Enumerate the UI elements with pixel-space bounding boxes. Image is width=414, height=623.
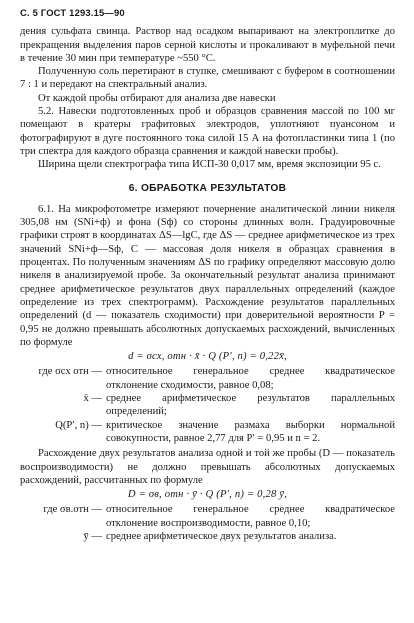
paragraph-slit-width: Ширина щели спектрографа типа ИСП-30 0,017 мм, время экспозиции 95 с.	[38, 159, 381, 171]
definitions-convergence	[20, 365, 395, 445]
definition-text: среднее арифметическое двух результатов анализа.	[106, 530, 337, 542]
definition-symbol: ȳ —	[83, 530, 102, 542]
paragraph-continuation: дения сульфата свинца. Раствор над осадком выпаривают на электроплитке до прекращения выделения паров серной кислоты и прокаливают в муфельной печи в течение 30 мин при температуре ~550 °С.	[20, 26, 395, 64]
definition-text: среднее арифметическое результатов параллельных определений;	[106, 393, 395, 418]
definition-item	[20, 503, 395, 530]
definition-text: относительное генеральное среднее квадратическое отклонение сходимости, равное 0,08;	[106, 366, 395, 391]
paragraph-salt: Полученную соль перетирают в ступке, смешивают с буфером в соотношении 7 : 1 и передают на спектральный анализ.	[20, 66, 395, 91]
definition-item	[20, 419, 395, 446]
paragraph-samples: От каждой пробы отбирают для анализа две навески	[38, 92, 276, 104]
definition-item	[20, 365, 395, 392]
definition-item	[20, 530, 395, 543]
definition-item	[20, 392, 395, 419]
definition-symbol: где σсх отн —	[38, 366, 102, 378]
paragraph-reproducibility: Расхождение двух результатов анализа одной и той же пробы (D — показатель воспроизводимости) не должно превышать абсолютных допускаемых расхождений, рассчитанных по формуле	[20, 448, 395, 486]
definition-text: относительное генеральное среднее квадратическое отклонение воспроизводимости, равное 0,10;	[106, 504, 395, 529]
paragraph-6-1: 6.1. На микрофотометре измеряют почернение аналитической линии никеля 305,08 нм (SNi+ф) и фона (Sф) со стороны длинных волн. Градуировочные графики строят в координатах ΔS—lgC, где ΔS — среднее арифметическое из трех значений SNi+ф—Sф, С — массовая доля никеля в образцах сравнения в процентах. По полученным значениям ΔS по графику определяют массовую долю никеля в анализируемой пробе. За окончательный результат анализа принимают среднее арифметическое результатов двух параллельных определений (каждое определение из трех спектрограмм). Расхождение результатов параллельных определений (d — показатель сходимости) при доверительной вероятности P = 0,95 не должно превышать абсолютных допускаемых расхождений, вычисленных по формуле	[20, 203, 395, 348]
definition-symbol: Q(P′, n) —	[55, 419, 102, 431]
definition-symbol: x̄ —	[83, 393, 102, 405]
definition-text: критическое значение размаха выборки нормальной совокупности, равное 2,77 для P′ = 0,95 и n = 2.	[106, 419, 395, 444]
page-header: С. 5 ГОСТ 1293.15—90	[20, 7, 125, 18]
formula-convergence: d = σсх, отн · x̄ · Q (P′, n) = 0,22x̄,	[128, 351, 287, 363]
definition-symbol: где σв.отн —	[43, 504, 102, 516]
definitions-reproducibility	[20, 503, 395, 543]
section-title: 6. ОБРАБОТКА РЕЗУЛЬТАТОВ	[128, 182, 287, 194]
formula-reproducibility: D = σв, отн · ȳ · Q (P′, n) = 0,28 ȳ,	[127, 489, 288, 501]
paragraph-5-2: 5.2. Навески подготовленных проб и образцов сравнения массой по 100 мг помещают в кратеры графитовых электродов, уплотняют пуансоном и фотографируют в дуге постоянного тока силой 15 А на фотопластинки типа 1 (по три спектра для каждого образца сравнения и каждой навески пробы).	[20, 106, 395, 157]
